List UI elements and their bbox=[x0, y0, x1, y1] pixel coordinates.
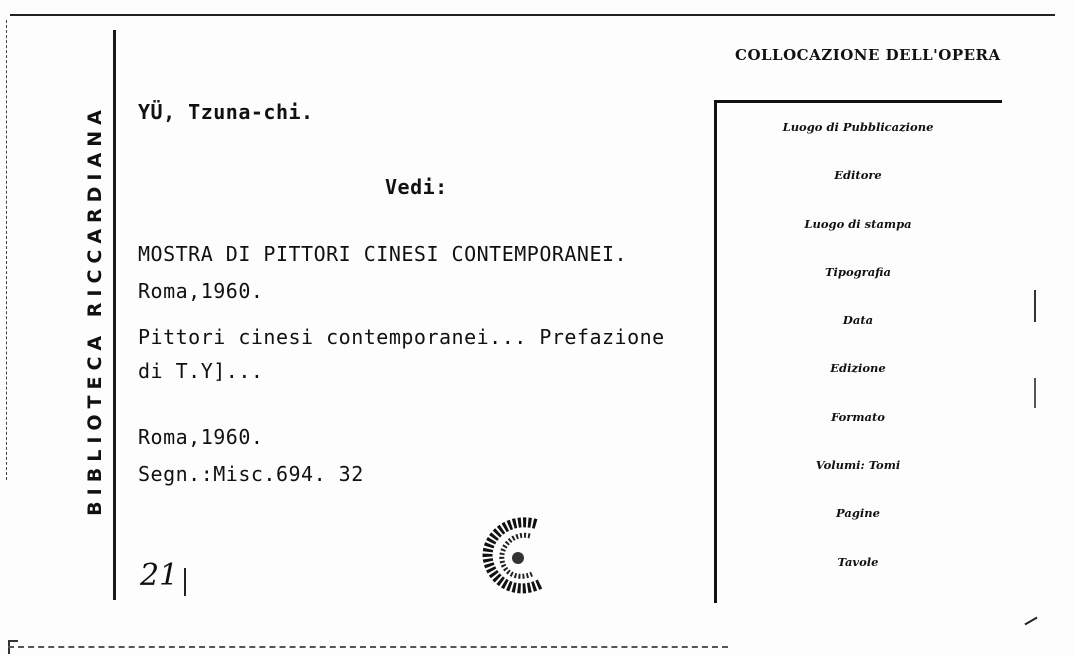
handwritten-note: 21 bbox=[140, 558, 179, 593]
note-rule bbox=[184, 568, 186, 596]
field-pagine: Pagine bbox=[836, 506, 880, 521]
entry-imprint-2: Roma,1960. bbox=[138, 425, 264, 449]
card-left-edge bbox=[6, 20, 8, 480]
library-stamp-icon bbox=[478, 510, 558, 598]
field-volumi-tomi: Volumi: Tomi bbox=[815, 458, 901, 473]
right-edge-mark-2 bbox=[1034, 378, 1036, 408]
see-reference: Vedi: bbox=[385, 175, 448, 199]
card-top-edge bbox=[10, 14, 1055, 16]
entry-title: MOSTRA DI PITTORI CINESI CONTEMPORANEI. bbox=[138, 242, 628, 266]
margin-rule bbox=[113, 30, 116, 600]
collocazione-title: COLLOCAZIONE DELL'OPERA bbox=[735, 46, 1001, 64]
card-bottom-edge bbox=[8, 646, 728, 649]
field-luogo-pubblicazione: Luogo di Pubblicazione bbox=[782, 120, 934, 134]
collocazione-fields bbox=[717, 112, 999, 595]
field-tipografia: Tipografia bbox=[824, 264, 891, 279]
entry-subtitle: Pittori cinesi contemporanei... Prefazione bbox=[138, 325, 665, 349]
library-name: BIBLIOTECA RICCARDIANA bbox=[84, 104, 106, 516]
field-data: Data bbox=[842, 313, 874, 328]
field-luogo-stampa: Luogo di stampa bbox=[804, 216, 912, 231]
entry-imprint: Roma,1960. bbox=[138, 279, 264, 303]
field-editore: Editore bbox=[834, 168, 882, 183]
field-tavole: Tavole bbox=[837, 554, 879, 569]
corner-mark bbox=[1024, 617, 1037, 626]
field-formato: Formato bbox=[831, 409, 885, 424]
field-edizione: Edizione bbox=[830, 361, 886, 376]
right-edge-mark bbox=[1034, 290, 1036, 322]
entry-subtitle-cont: di T.Y]... bbox=[138, 359, 264, 383]
shelf-mark: Segn.:Misc.694. 32 bbox=[138, 462, 364, 486]
author-heading: YÜ, Tzuna-chi. bbox=[138, 100, 314, 124]
